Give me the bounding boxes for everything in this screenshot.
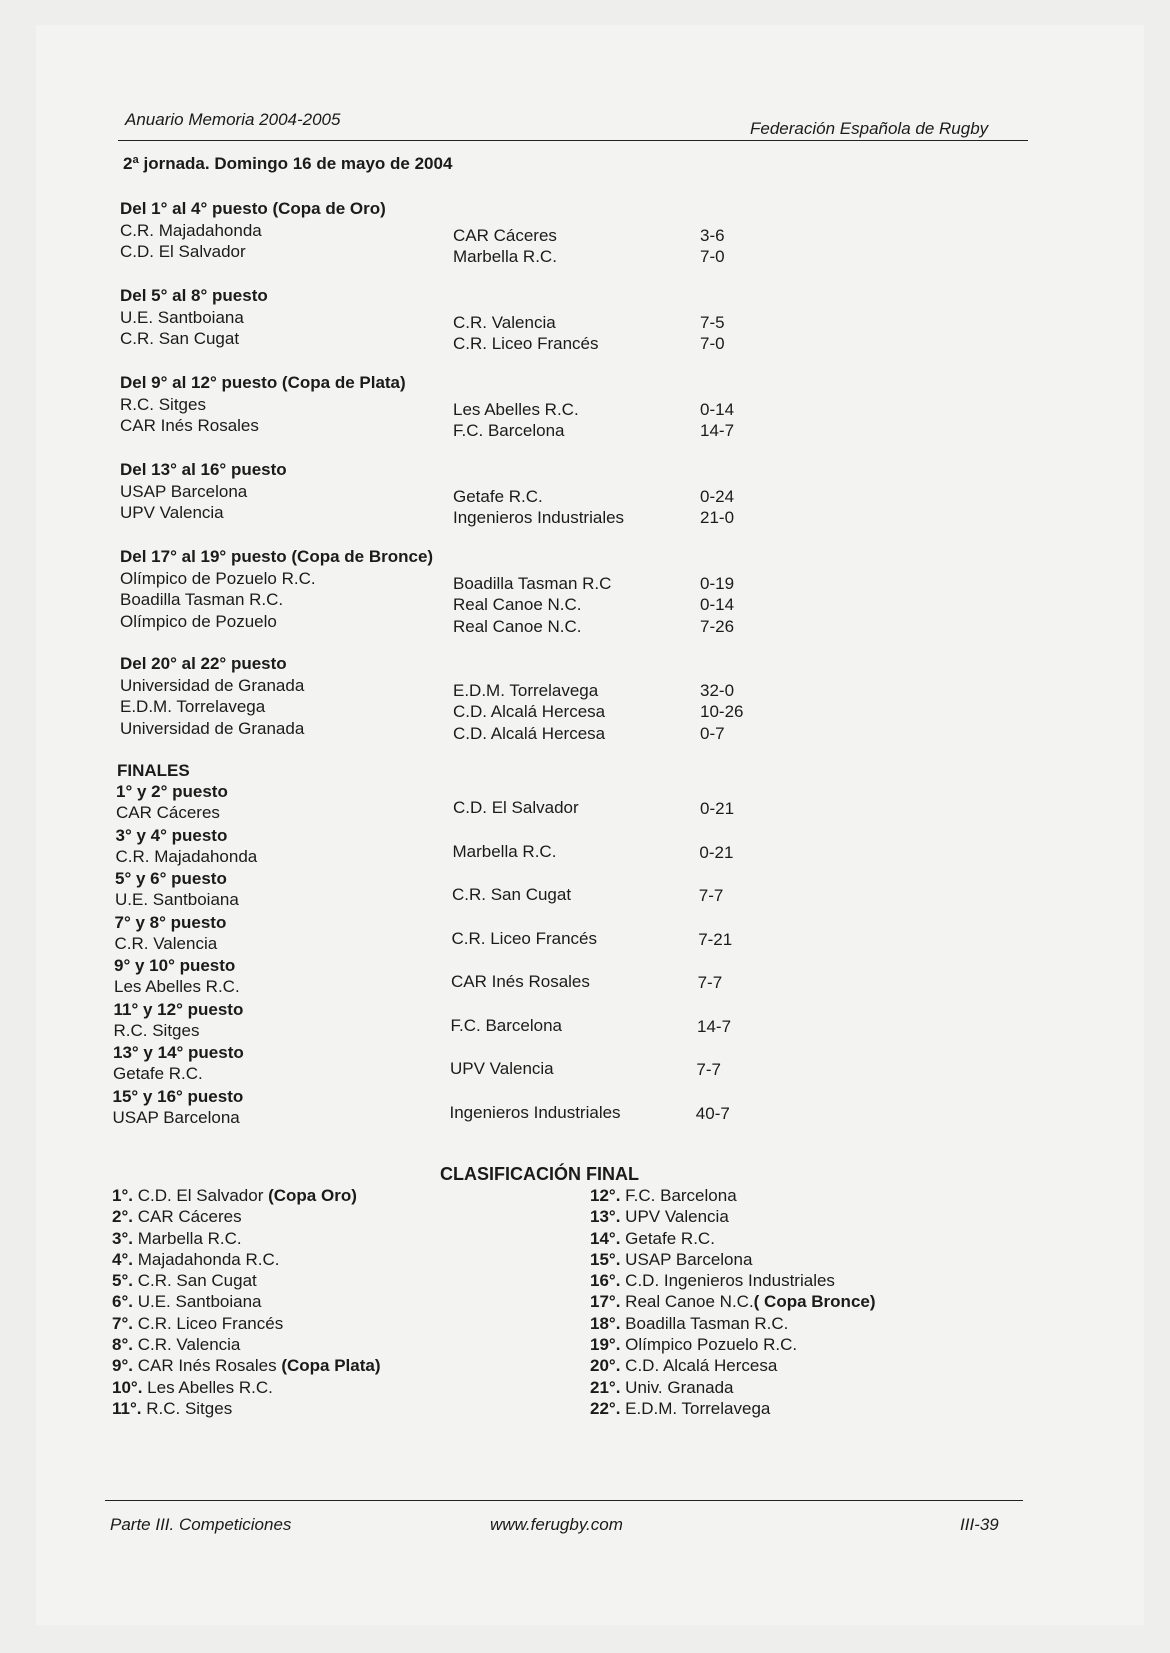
classification-team: E.D.M. Torrelavega	[620, 1398, 771, 1418]
match-away-team: C.D. Alcalá Hercesa	[453, 702, 606, 721]
match-score: 7-5	[700, 312, 725, 332]
classification-row	[112, 1228, 381, 1249]
match-away-team: CAR Cáceres	[453, 225, 557, 245]
match-home-team: Olímpico de Pozuelo	[120, 611, 277, 631]
match-home-team: Universidad de Granada	[120, 718, 305, 738]
classification-team: USAP Barcelona	[620, 1249, 753, 1269]
classification-row	[112, 1398, 381, 1419]
classification-row	[112, 1377, 381, 1398]
match-away-team: C.D. Alcalá Hercesa	[453, 723, 606, 743]
classification-row	[112, 1206, 381, 1227]
match-away-team: F.C. Barcelona	[453, 421, 565, 440]
match-score: 0-14	[700, 399, 735, 419]
classification-position: 17°.	[590, 1292, 621, 1312]
match-away-team: Les Abelles R.C.	[453, 399, 579, 419]
section-heading: Del 1° al 4° puesto (Copa de Oro)	[120, 199, 386, 218]
classification-row	[590, 1377, 876, 1398]
classification-cup: (Copa Oro)	[268, 1186, 357, 1205]
classification-team: Univ. Granada	[620, 1377, 734, 1397]
final-away-team: UPV Valencia	[450, 1059, 554, 1078]
classification-team: C.R. Valencia	[132, 1335, 241, 1355]
classification-row	[590, 1228, 876, 1249]
classification-position: 7°.	[112, 1313, 133, 1333]
classification-team: C.D. El Salvador	[132, 1186, 269, 1205]
final-home-team: Getafe R.C.	[113, 1064, 203, 1083]
final-score: 40-7	[695, 1103, 730, 1123]
final-away-team: C.D. El Salvador	[453, 798, 579, 817]
classification-position: 14°.	[590, 1228, 621, 1248]
page-title: 2ª jornada. Domingo 16 de mayo de 2004	[123, 154, 453, 173]
match-away-team: E.D.M. Torrelavega	[453, 680, 599, 700]
classification-position: 10°.	[112, 1377, 143, 1397]
match-away-team: C.R. Liceo Francés	[453, 334, 599, 353]
match-score: 7-0	[700, 334, 725, 353]
match-away-team: Real Canoe N.C.	[453, 616, 582, 636]
match-home-team: C.D. El Salvador	[120, 242, 246, 261]
classification-team: Boadilla Tasman R.C.	[620, 1313, 789, 1333]
final-score: 7-7	[698, 886, 724, 905]
match-score: 7-0	[700, 247, 725, 266]
classification-team: Olímpico Pozuelo R.C.	[620, 1335, 798, 1355]
final-score: 7-7	[696, 1060, 721, 1079]
match-home-team: USAP Barcelona	[120, 481, 248, 501]
final-home-team: CAR Cáceres	[116, 803, 220, 822]
match-away-team: Ingenieros Industriales	[453, 508, 625, 527]
final-home-team: U.E. Santboiana	[115, 890, 239, 909]
footer-rule	[105, 1500, 1023, 1501]
classification-position: 21°.	[590, 1377, 621, 1397]
section-heading: Del 13° al 16° puesto	[120, 460, 287, 479]
final-home-team: R.C. Sitges	[113, 1020, 200, 1040]
final-label: 13° y 14° puesto	[113, 1043, 244, 1062]
classification-position: 11°.	[112, 1398, 142, 1418]
classification-team: C.D. Alcalá Hercesa	[620, 1356, 778, 1376]
final-score: 0-21	[699, 842, 734, 862]
classification-row	[112, 1185, 381, 1206]
classification-row	[112, 1291, 381, 1312]
classification-title: CLASIFICACIÓN FINAL	[440, 1164, 639, 1184]
classification-position: 2°.	[112, 1207, 133, 1227]
match-home-team: CAR Inés Rosales	[120, 416, 259, 435]
classification-position: 20°.	[590, 1356, 621, 1376]
final-score: 7-21	[698, 929, 733, 949]
match-score: 3-6	[700, 225, 725, 245]
match-away-team: Marbella R.C.	[453, 247, 557, 266]
section-heading: Del 5° al 8° puesto	[120, 286, 268, 305]
classification-row	[112, 1249, 381, 1270]
classification-position: 16°.	[590, 1271, 621, 1291]
final-score: 14-7	[697, 1016, 732, 1036]
classification-position: 12°.	[590, 1186, 621, 1205]
classification-position: 6°.	[112, 1292, 133, 1312]
final-score: 0-21	[700, 799, 735, 818]
classification-team: CAR Inés Rosales	[132, 1356, 282, 1376]
final-label: 7° y 8° puesto	[114, 912, 227, 932]
classification-team: U.E. Santboiana	[132, 1292, 262, 1312]
classification-row	[112, 1313, 381, 1334]
match-score: 14-7	[700, 421, 735, 440]
match-score: 0-24	[700, 486, 735, 506]
classification-position: 5°.	[112, 1271, 133, 1291]
classification-row	[590, 1355, 876, 1376]
section-heading: Del 17° al 19° puesto (Copa de Bronce)	[120, 547, 434, 566]
classification-team: C.D. Ingenieros Industriales	[620, 1271, 835, 1291]
classification-team: F.C. Barcelona	[620, 1186, 737, 1205]
classification-team: CAR Cáceres	[132, 1207, 242, 1227]
classification-row	[112, 1270, 381, 1291]
classification-position: 9°.	[112, 1356, 133, 1376]
classification-left-column	[112, 1185, 381, 1419]
header-right: Federación Española de Rugby	[750, 119, 989, 138]
classification-team: UPV Valencia	[620, 1207, 729, 1227]
footer-center: www.ferugby.com	[490, 1515, 623, 1534]
classification-team: C.R. San Cugat	[132, 1271, 257, 1291]
classification-team: C.R. Liceo Francés	[132, 1313, 284, 1333]
match-home-team: UPV Valencia	[120, 503, 224, 522]
final-label: 3° y 4° puesto	[115, 825, 228, 845]
finals-heading: FINALES	[117, 761, 190, 780]
match-home-team: C.R. Majadahonda	[120, 220, 262, 240]
classification-position: 1°.	[112, 1186, 133, 1205]
header-rule	[118, 140, 1028, 141]
match-home-team: Olímpico de Pozuelo R.C.	[120, 568, 316, 588]
final-home-team: Les Abelles R.C.	[114, 977, 240, 996]
match-score: 10-26	[700, 702, 744, 721]
classification-position: 15°.	[590, 1249, 621, 1269]
match-score: 32-0	[700, 680, 735, 700]
classification-cup: ( Copa Bronce)	[753, 1292, 876, 1312]
match-away-team: Getafe R.C.	[453, 486, 543, 506]
final-label: 9° y 10° puesto	[114, 956, 236, 975]
classification-position: 22°.	[590, 1398, 621, 1418]
classification-row	[590, 1185, 876, 1206]
classification-row	[590, 1291, 876, 1312]
match-home-team: C.R. San Cugat	[120, 329, 240, 348]
section-heading: Del 20° al 22° puesto	[120, 654, 287, 673]
final-away-team: C.R. San Cugat	[452, 885, 572, 904]
classification-row	[590, 1206, 876, 1227]
classification-right-column	[590, 1185, 876, 1419]
match-score: 7-26	[700, 616, 735, 636]
final-label: 1° y 2° puesto	[116, 782, 228, 801]
final-label: 15° y 16° puesto	[112, 1086, 244, 1106]
footer-right: III-39	[960, 1515, 999, 1534]
final-score: 7-7	[697, 973, 723, 992]
final-away-team: Ingenieros Industriales	[449, 1102, 621, 1122]
final-label: 11° y 12° puesto	[113, 999, 244, 1019]
final-away-team: F.C. Barcelona	[450, 1015, 562, 1035]
match-home-team: Boadilla Tasman R.C.	[120, 590, 284, 609]
classification-row	[590, 1334, 876, 1355]
header-left: Anuario Memoria 2004-2005	[125, 110, 341, 129]
classification-position: 4°.	[112, 1249, 133, 1269]
classification-cup: (Copa Plata)	[281, 1356, 381, 1376]
classification-team: Majadahonda R.C.	[132, 1249, 280, 1269]
match-home-team: U.E. Santboiana	[120, 307, 244, 327]
classification-row	[112, 1334, 381, 1355]
final-away-team: Marbella R.C.	[452, 841, 557, 861]
final-label: 5° y 6° puesto	[115, 869, 227, 888]
match-away-team: Real Canoe N.C.	[453, 595, 582, 614]
match-home-team: E.D.M. Torrelavega	[120, 697, 266, 716]
classification-position: 19°.	[590, 1335, 621, 1355]
classification-team: Les Abelles R.C.	[142, 1377, 273, 1397]
classification-team: R.C. Sitges	[141, 1398, 233, 1418]
match-home-team: Universidad de Granada	[120, 675, 305, 695]
final-away-team: CAR Inés Rosales	[451, 972, 590, 991]
classification-position: 8°.	[112, 1335, 133, 1355]
classification-team: Getafe R.C.	[620, 1228, 715, 1248]
classification-team: Real Canoe N.C.	[620, 1292, 754, 1312]
classification-position: 3°.	[112, 1228, 133, 1248]
classification-row	[590, 1398, 876, 1419]
footer-left: Parte III. Competiciones	[110, 1515, 292, 1534]
match-score: 0-19	[700, 573, 735, 593]
classification-team: Marbella R.C.	[132, 1228, 242, 1248]
final-home-team: C.R. Valencia	[114, 933, 218, 953]
classification-row	[590, 1249, 876, 1270]
match-score: 21-0	[700, 508, 735, 527]
match-away-team: C.R. Valencia	[453, 312, 556, 332]
match-score: 0-7	[700, 723, 725, 743]
match-away-team: Boadilla Tasman R.C	[453, 573, 612, 593]
classification-row	[590, 1313, 876, 1334]
final-home-team: USAP Barcelona	[112, 1107, 240, 1127]
match-home-team: R.C. Sitges	[120, 394, 206, 414]
final-away-team: C.R. Liceo Francés	[451, 928, 597, 948]
section-heading: Del 9° al 12° puesto (Copa de Plata)	[120, 373, 406, 392]
classification-position: 18°.	[590, 1313, 621, 1333]
final-home-team: C.R. Majadahonda	[115, 846, 258, 866]
classification-position: 13°.	[590, 1207, 621, 1227]
match-score: 0-14	[700, 595, 735, 614]
classification-row	[590, 1270, 876, 1291]
classification-row	[112, 1355, 381, 1376]
